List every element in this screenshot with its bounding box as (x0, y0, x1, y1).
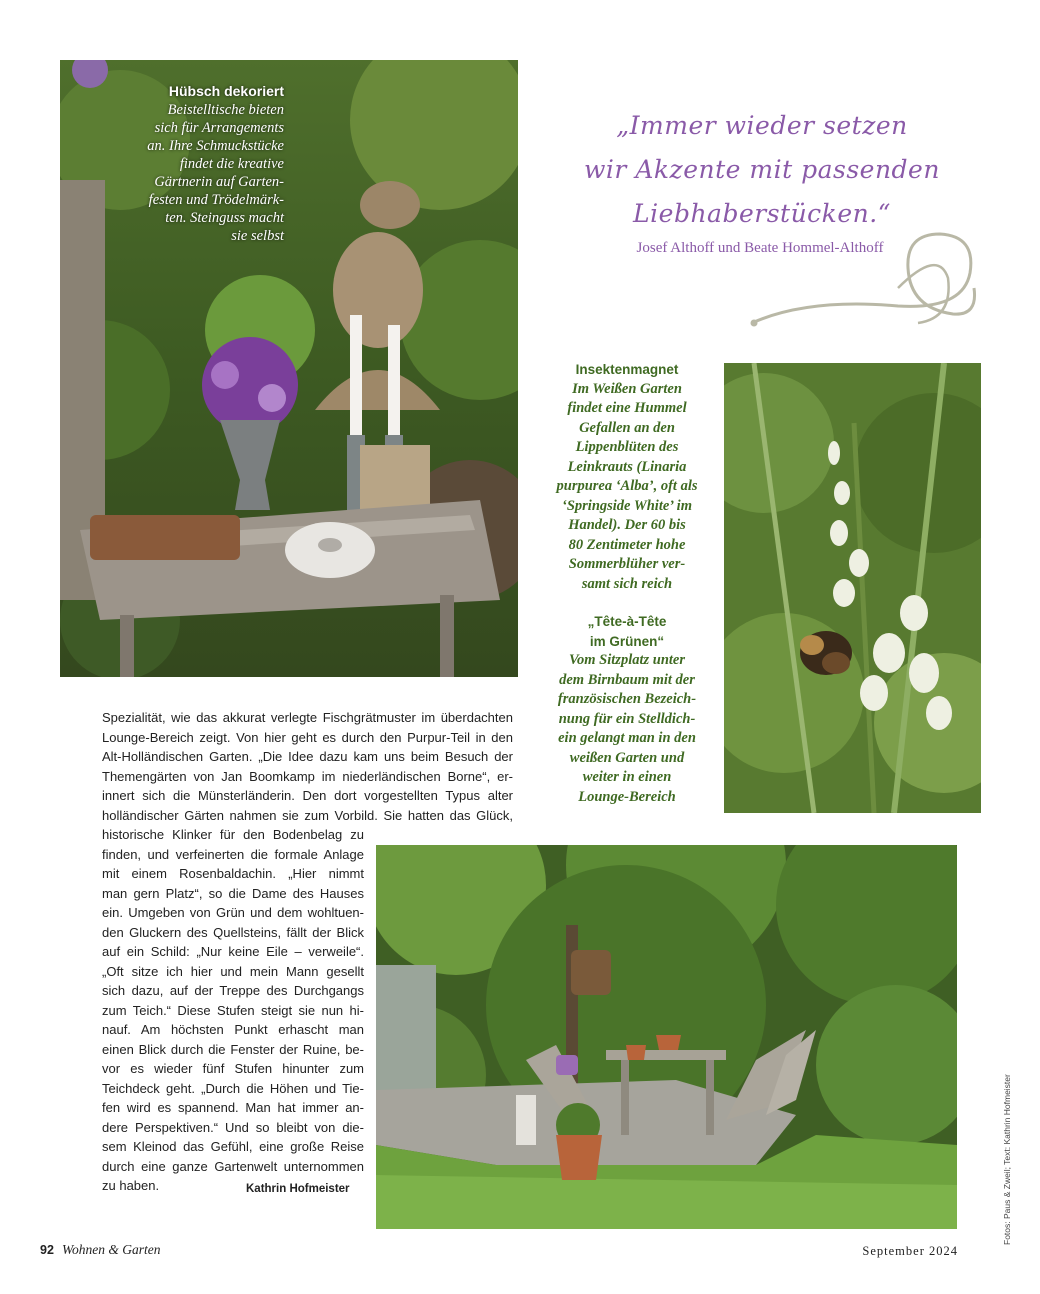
caption-line: weiter in einen (582, 769, 672, 785)
caption-line: Im Weißen Garten (572, 380, 682, 397)
caption-line: an. Ihre Schmuckstücke (147, 138, 284, 154)
caption-line: Handel). Der 60 bis (568, 517, 686, 533)
caption-heading: „Tête-à-Tête (587, 614, 667, 629)
magazine-brand: Wohnen & Garten (62, 1242, 161, 1257)
body-line: Themengärten von Jan Boomkamp im niederländischen Borne“, er- (102, 768, 513, 784)
body-line: innert sich die Münsterländerin. Den dort vorgestellten Typus alter (102, 788, 513, 803)
body-line: sich dazu, auf der Treppe des Durchgangs (102, 983, 364, 998)
body-line: nauf. Am höchsten Punkt erhascht man (102, 1022, 364, 1037)
caption-line: purpurea ‘Alba’, oft als (556, 478, 698, 494)
caption-tete-a-tete (540, 612, 714, 807)
body-line: fen wird es spannend. Man hat immer an- (102, 1100, 364, 1115)
caption-line: ein gelangt man in den (558, 730, 696, 746)
caption-huebsch-dekoriert (112, 82, 284, 245)
caption-line: französischen Bezeich- (557, 691, 697, 707)
body-line: Lounge-Bereich zeigt. Von hier geht es durch den Purpur-Teil in den (102, 729, 513, 745)
body-line: zu haben. (102, 1178, 160, 1193)
body-line: man gern Platz“, so die Dame des Hauses (102, 885, 364, 901)
body-line: Spezialität, wie das akkurat verlegte Fischgrätmuster im überdachten (102, 710, 513, 725)
caption-line: Gärtnerin auf Garten- (154, 174, 284, 190)
body-line: Teichdeck geht. „Durch die Höhen und Tie- (102, 1080, 364, 1096)
caption-line: Lounge-Bereich (578, 788, 676, 805)
body-line: auf ein Schild: „Nur keine Eile – verweile“. (102, 944, 364, 959)
caption-line: Beistelltische bieten (167, 102, 284, 118)
caption-line: findet eine Hummel (567, 400, 687, 416)
caption-line: nung für ein Stelldich- (558, 710, 696, 727)
body-line: sem Kleinod das Gefühl, eine große Reise (102, 1139, 364, 1154)
caption-heading: Hübsch dekoriert (168, 83, 284, 99)
caption-line: Lippenblüten des (575, 439, 679, 455)
body-line: Alt-Holländischen Garten. „Die Idee dazu kam uns beim Besuch der (102, 749, 513, 764)
pull-quote (572, 104, 952, 236)
caption-heading: im Grünen“ (589, 633, 665, 649)
caption-line: sie selbst (231, 228, 284, 244)
body-line: mit einem Rosenbaldachin. „Hier nimmt (102, 866, 364, 881)
caption-line: sich für Arrangements (154, 120, 284, 136)
caption-line: festen und Trödelmärk- (148, 192, 284, 208)
photo-lounge-seating (376, 845, 957, 1229)
caption-line: Sommerblüher ver- (568, 556, 686, 572)
body-line: ein. Umgeben von Grün und dem wohltuen- (102, 905, 364, 920)
body-line: holländischer Gärten nahmen sie zum Vorbild. Sie hatten das Glück, (102, 807, 513, 823)
photo-bumblebee-linaria (724, 363, 981, 813)
caption-line: Leinkrauts (Linaria (567, 458, 687, 475)
body-line: den Gluckern des Quellsteins, fällt der Blick (102, 924, 364, 940)
body-line: historische Klinker für den Bodenbelag zu (102, 827, 364, 842)
body-line: finden, und verfeinerten die formale Anlage (102, 846, 364, 862)
decorative-swirl-icon (748, 228, 980, 340)
caption-line: ‘Springside White’ im (562, 497, 692, 514)
caption-line: samt sich reich (581, 575, 673, 592)
caption-insektenmagnet (540, 360, 714, 594)
caption-line: 80 Zentimeter hohe (568, 536, 686, 553)
caption-line: findet die kreative (179, 156, 284, 172)
caption-line: Gefallen an den (579, 419, 675, 436)
quote-line: Liebhaberstücken.“ (633, 199, 891, 228)
caption-heading: Insektenmagnet (575, 362, 679, 377)
caption-line: dem Birnbaum mit der (559, 671, 695, 688)
photo-credit: Fotos: Paus & Zweil; Text: Kathrin Hofmeister (1002, 1074, 1012, 1245)
caption-line: weißen Garten und (569, 749, 685, 766)
body-line: durch eine ganze Gartenwelt unternommen (102, 1158, 364, 1174)
body-line: vor es wieder fünf Stufen hinunter zum (102, 1061, 364, 1076)
caption-line: ten. Steinguss macht (165, 210, 284, 226)
issue-date: September 2024 (862, 1244, 958, 1258)
body-line: „Oft sitze ich hier und mein Mann gesellt (102, 963, 364, 979)
body-line: einen Blick durch die Fenster der Ruine, be- (102, 1041, 364, 1057)
body-line: dere Perspektiven.“ Und so bleibt von die- (102, 1119, 364, 1135)
body-line: zum Teich.“ Diese Stufen steigt sie nun hi- (102, 1002, 364, 1018)
quote-line: wir Akzente mit passenden (584, 155, 940, 184)
quote-line: „Immer wieder setzen (616, 111, 908, 140)
article-author: Kathrin Hofmeister (246, 1183, 350, 1195)
page-number: 92 (40, 1243, 54, 1257)
quote-author: Josef Althoff und Beate Hommel-Althoff (636, 240, 884, 256)
caption-line: Vom Sitzplatz unter (568, 652, 686, 668)
